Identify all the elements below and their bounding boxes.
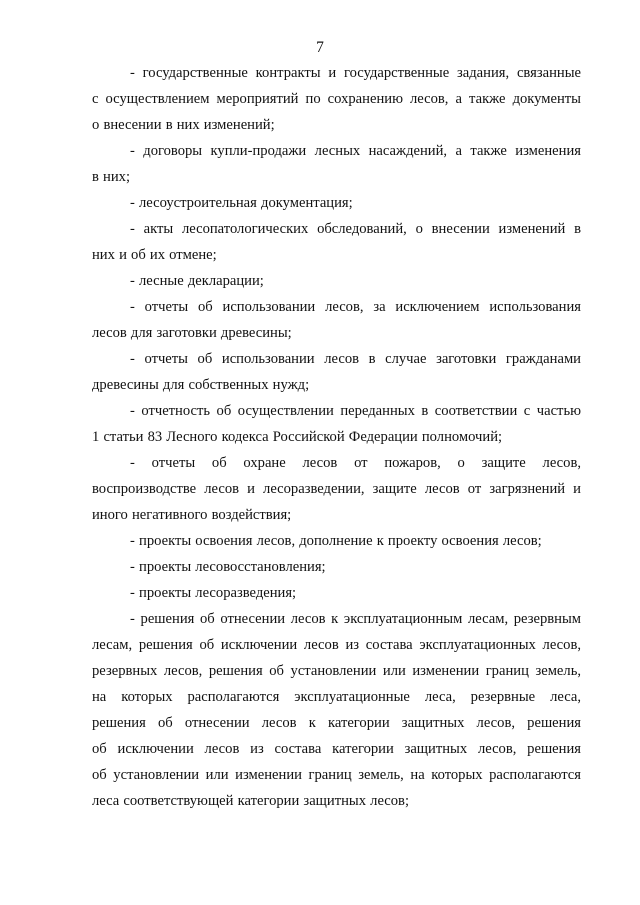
text-line: воспроизводстве лесов и лесоразведении, защите лесов от загрязнений и [92, 481, 581, 497]
text-line: - государственные контракты и государственные задания, связанные [130, 65, 581, 81]
text-line: - акты лесопатологических обследований, о внесении изменений в [130, 221, 581, 237]
text-line: об исключении лесов из состава категории защитных лесов, решения [92, 741, 581, 757]
list-item [92, 528, 581, 554]
list-item [92, 450, 581, 528]
text-line: резервных лесов, решения об установлении или изменении границ земель, [92, 663, 581, 679]
text-line: на которых располагаются эксплуатационные леса, резервные леса, [92, 689, 581, 705]
text-line: 1 статьи 83 Лесного кодекса Российской Федерации полномочий; [92, 429, 503, 445]
text-line: - лесные декларации; [130, 273, 264, 289]
text-line: лесов для заготовки древесины; [92, 325, 292, 341]
list-item [92, 580, 581, 606]
text-line: об установлении или изменении границ земель, на которых располагаются [92, 767, 581, 783]
list-item [92, 60, 581, 138]
list-item [92, 398, 581, 450]
list-item [92, 294, 581, 346]
text-line: - проекты лесоразведения; [130, 585, 297, 601]
text-line: - отчеты об использовании лесов, за исключением использования [130, 299, 581, 315]
page-number: 7 [316, 39, 324, 56]
text-line: - решения об отнесении лесов к эксплуатационным лесам, резервным [130, 611, 581, 627]
text-line: лесам, решения об исключении лесов из состава эксплуатационных лесов, [92, 637, 581, 653]
list-item [92, 554, 581, 580]
list-item [92, 138, 581, 190]
text-line: о внесении в них изменений; [92, 117, 275, 133]
text-line: - отчеты об использовании лесов в случае заготовки гражданами [130, 351, 581, 367]
text-line: - отчеты об охране лесов от пожаров, о защите лесов, [130, 455, 581, 471]
text-line: - проекты освоения лесов, дополнение к проекту освоения лесов; [130, 533, 542, 549]
text-line: решения об отнесении лесов к категории защитных лесов, решения [92, 715, 581, 731]
list-item [92, 606, 581, 814]
text-line: - лесоустроительная документация; [130, 195, 353, 211]
text-line: в них; [92, 169, 131, 185]
list-item [92, 190, 581, 216]
text-line: иного негативного воздействия; [92, 507, 292, 523]
list-item [92, 268, 581, 294]
text-line: - отчетность об осуществлении переданных в соответствии с частью [130, 403, 581, 419]
document-body [92, 60, 581, 814]
list-item [92, 216, 581, 268]
list-item [92, 346, 581, 398]
text-line: них и об их отмене; [92, 247, 217, 263]
text-line: с осуществлением мероприятий по сохранению лесов, а также документы [92, 91, 581, 107]
text-line: - проекты лесовосстановления; [130, 559, 326, 575]
text-line: - договоры купли-продажи лесных насаждений, а также изменения [130, 143, 581, 159]
text-line: древесины для собственных нужд; [92, 377, 310, 393]
text-line: леса соответствующей категории защитных лесов; [92, 793, 409, 809]
